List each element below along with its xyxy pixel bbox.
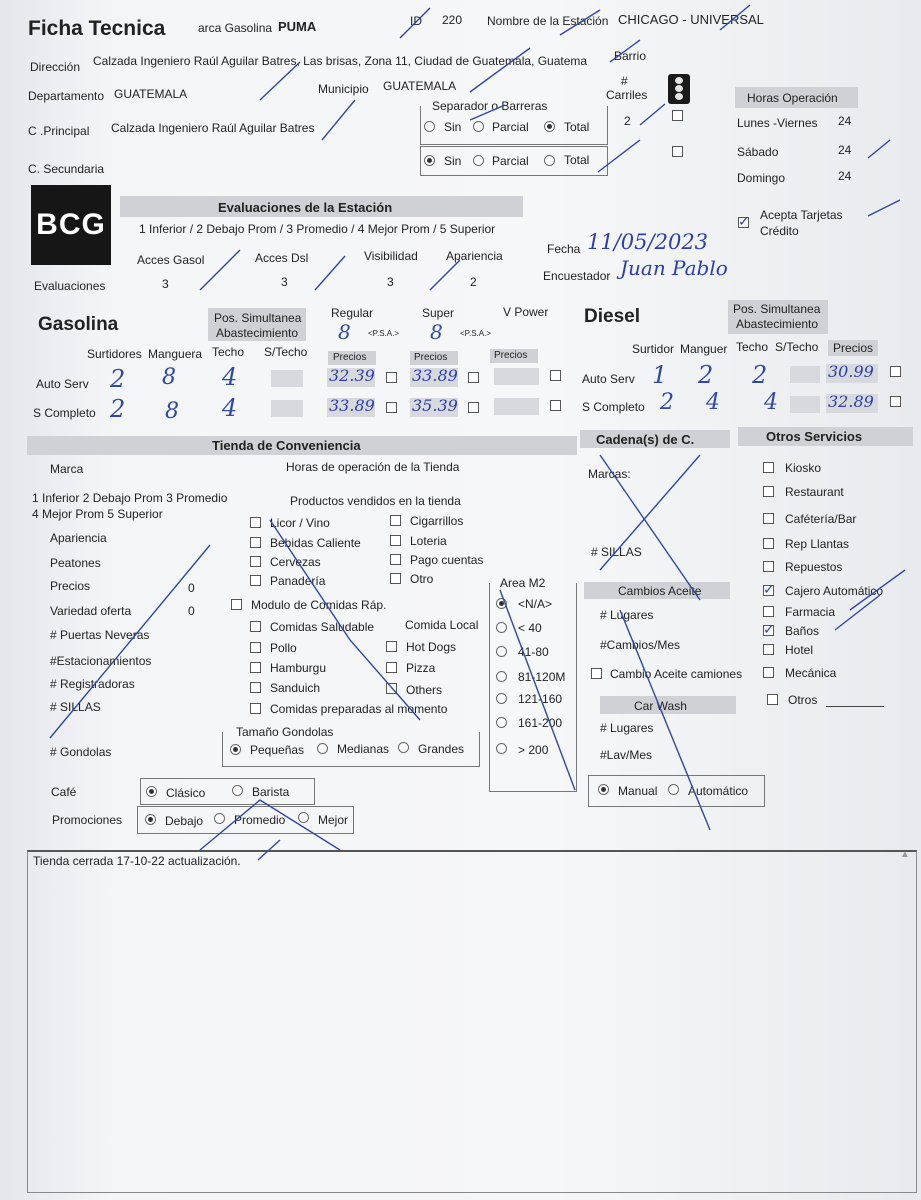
otros-otros-checkbox[interactable]: [767, 694, 778, 705]
prod-loteria-label: Loteria: [410, 534, 447, 548]
prod-bebidas-label: Bebidas Caliente: [270, 536, 361, 550]
horas-day-2: Sábado: [737, 145, 779, 159]
otros-repuestos-checkbox[interactable]: [763, 561, 774, 572]
gas-col-manguera: Manguera: [148, 347, 203, 361]
gasolina-title: Gasolina: [38, 314, 119, 335]
sep2-total-label: Total: [564, 153, 590, 167]
gas-auto-surtidores[interactable]: 2: [110, 365, 126, 393]
eval-col-3-value: 3: [387, 275, 394, 289]
otros-llantas-checkbox[interactable]: [763, 538, 774, 549]
gas-auto-manguera[interactable]: 8: [162, 365, 176, 390]
otros-otros-line: [826, 706, 884, 707]
gas-auto-vpower-field[interactable]: [494, 368, 539, 385]
sep1-parcial-radio[interactable]: [473, 121, 484, 132]
gas-sc-super-price: 35.39: [412, 396, 458, 415]
departamento-value: GUATEMALA: [114, 87, 188, 101]
cafe-clasico-label: Clásico: [166, 786, 206, 800]
otros-mecanica-label: Mecánica: [785, 666, 837, 680]
direccion-value: Calzada Ingeniero Raúl Aguilar Batres, Las brisas, Zona 11, Ciudad de Guatemala, Guatema: [93, 54, 588, 68]
eval-col-3-label: Visibilidad: [364, 249, 418, 263]
gondola-grandes-radio[interactable]: [398, 742, 409, 753]
eval-col-1-value: 3: [162, 277, 169, 291]
gas-auto-super-checkbox[interactable]: [468, 372, 479, 383]
evaluaciones-title: Evaluaciones de la Estación: [218, 200, 393, 215]
barrio-label: Barrio: [614, 49, 647, 63]
comida-sanduich-checkbox[interactable]: [250, 682, 261, 693]
gas-sc-techo[interactable]: 4: [222, 394, 238, 422]
gondola-medianas-label: Medianas: [337, 742, 390, 756]
modulo-comidas-checkbox[interactable]: [231, 599, 242, 610]
otros-otros-label: Otros: [788, 693, 818, 707]
sep2-total-radio[interactable]: [544, 155, 555, 166]
tienda-row-sillas: # SILLAS: [50, 700, 101, 714]
gas-abast-label: Abastecimiento: [216, 326, 299, 340]
carwash-lav-mes: #Lav/Mes: [600, 748, 653, 762]
otros-banos-label: Baños: [785, 624, 820, 638]
dsl-col-surtidor: Surtidor: [632, 342, 675, 356]
tienda-row-gondolas: # Gondolas: [50, 745, 112, 759]
area-81-120-radio[interactable]: [496, 671, 507, 682]
bcg-logo: BCG: [31, 185, 111, 265]
direccion-label: Dirección: [30, 60, 81, 74]
otros-title: Otros Servicios: [766, 429, 863, 444]
gas-auto-stecho-field[interactable]: [271, 370, 303, 387]
otros-cafeteria-label: Cafétería/Bar: [785, 512, 857, 526]
tienda-row-variedad-value: 0: [188, 604, 195, 618]
camiones-checkbox[interactable]: [591, 668, 602, 679]
evaluaciones-scale: 1 Inferior / 2 Debajo Prom / 3 Promedio / 4 Mejor Prom / 5 Superior: [139, 222, 496, 236]
prod-panaderia-label: Panadería: [270, 574, 326, 588]
sep2-parcial-label: Parcial: [492, 154, 529, 168]
gas-sc-vpower-checkbox[interactable]: [550, 400, 561, 411]
comida-pollo-checkbox[interactable]: [250, 642, 261, 653]
carwash-auto-radio[interactable]: [668, 784, 679, 795]
dsl-sc-label: S Completo: [582, 400, 645, 414]
marca-value: PUMA: [278, 19, 317, 34]
tienda-marca-label: Marca: [50, 462, 84, 476]
regular-psa-label: <P.S.A.>: [368, 329, 399, 338]
gas-col-techo: Techo: [212, 345, 245, 359]
promo-debajo-label: Debajo: [165, 814, 204, 828]
tienda-title: Tienda de Conveniencia: [212, 438, 361, 453]
area-lt40-radio[interactable]: [496, 622, 507, 633]
cadena-marcas: Marcas:: [588, 467, 631, 481]
dsl-precios-label: Precios: [833, 341, 874, 355]
cambios-title: Cambios Aceite: [618, 584, 702, 598]
promo-promedio-radio[interactable]: [214, 813, 225, 824]
dsl-auto-surtidor[interactable]: 1: [652, 361, 668, 389]
prod-cigarrillos-checkbox[interactable]: [390, 515, 401, 526]
area-161-200-radio[interactable]: [496, 717, 507, 728]
notes-textarea[interactable]: [27, 850, 917, 1193]
gas-sc-vpower-field[interactable]: [494, 398, 539, 415]
gas-sc-regular-checkbox[interactable]: [386, 402, 397, 413]
super-psa-label: <P.S.A.>: [460, 329, 491, 338]
comida-hamburgu-label: Hamburgu: [270, 661, 327, 675]
otros-cafeteria-checkbox[interactable]: [763, 513, 774, 524]
comida-sanduich-label: Sanduich: [270, 681, 321, 695]
promo-debajo-radio[interactable]: [145, 814, 156, 825]
fecha-label: Fecha: [547, 242, 581, 256]
comida-pollo-label: Pollo: [270, 641, 297, 655]
prod-licor-label: Licor / Vino: [270, 516, 330, 530]
tarjetas-label: Acepta Tarjetas: [760, 208, 843, 222]
gas-precios-label-3: Precios: [494, 350, 528, 361]
dsl-sc-surtidor[interactable]: 2: [660, 390, 674, 415]
gas-sc-stecho-field[interactable]: [271, 400, 303, 417]
tienda-row-apariencia: Apariencia: [50, 531, 107, 545]
eval-col-2-label: Acces Dsl: [255, 251, 309, 265]
carwash-manual-label: Manual: [618, 784, 658, 798]
prod-loteria-checkbox[interactable]: [390, 535, 401, 546]
prod-licor-checkbox[interactable]: [250, 517, 261, 528]
dsl-auto-precio: 30.99: [828, 362, 874, 381]
prod-pago-checkbox[interactable]: [390, 554, 401, 565]
gas-precios-label-1: Precios: [333, 352, 367, 363]
tienda-row-peatones: Peatones: [50, 556, 101, 570]
otros-repuestos-label: Repuestos: [785, 560, 843, 574]
sep2-sin-label: Sin: [444, 154, 462, 168]
cafe-label: Café: [51, 785, 77, 799]
horas-day-1: Lunes -Viernes: [737, 116, 818, 130]
gas-auto-regular-price: 32.39: [329, 366, 375, 385]
gas-auto-regular-checkbox[interactable]: [386, 372, 397, 383]
otros-banos-checkmark-icon: ✓: [763, 621, 775, 637]
notes-text: Tienda cerrada 17-10-22 actualización.: [33, 854, 241, 868]
sep1-parcial-label: Parcial: [492, 120, 529, 134]
comida-saludable-label: Comidas Saludable: [270, 620, 375, 634]
carriles-value: 2: [624, 114, 631, 128]
gondola-pequenas-label: Pequeñas: [250, 743, 305, 757]
id-label: ID: [410, 14, 422, 28]
carriles-hash: #: [621, 74, 628, 88]
area-gt200-radio[interactable]: [496, 743, 507, 754]
prod-pago-label: Pago cuentas: [410, 553, 484, 567]
dsl-auto-manguer[interactable]: 2: [698, 361, 714, 389]
gas-auto-vpower-checkbox[interactable]: [550, 370, 561, 381]
dsl-auto-label: Auto Serv: [582, 372, 635, 386]
cadena-title: Cadena(s) de C.: [596, 432, 695, 447]
comida-hotdogs-checkbox[interactable]: [386, 641, 397, 652]
otros-kiosko-checkbox[interactable]: [763, 462, 774, 473]
comida-others-checkbox[interactable]: [386, 683, 397, 694]
area-box: [489, 583, 577, 792]
area-41-80-radio[interactable]: [496, 646, 507, 657]
comida-pizza-checkbox[interactable]: [386, 662, 397, 673]
gas-sc-label: S Completo: [33, 406, 96, 420]
comida-pizza-label: Pizza: [406, 661, 436, 675]
prod-panaderia-checkbox[interactable]: [250, 575, 261, 586]
form-title: Ficha Tecnica: [28, 17, 166, 40]
dsl-auto-techo[interactable]: 2: [752, 361, 768, 389]
encuestador-value: Juan Pablo: [620, 256, 728, 280]
gas-auto-label: Auto Serv: [36, 377, 89, 391]
tienda-row-estacionamientos: #Estacionamientos: [50, 654, 152, 668]
gondola-grandes-label: Grandes: [418, 742, 465, 756]
cadena-sillas: # SILLAS: [591, 545, 642, 559]
gas-sc-super-checkbox[interactable]: [468, 402, 479, 413]
area-gt200-label: > 200: [518, 743, 549, 757]
dsl-auto-stecho-field[interactable]: [790, 366, 820, 383]
otros-llantas-label: Rep Llantas: [785, 537, 850, 551]
horas-value-3: 24: [838, 169, 852, 183]
camiones-label: Cambio Aceite camiones: [610, 667, 743, 681]
horas-title: Horas Operación: [747, 91, 838, 105]
tienda-row-neveras: # Puertas Neveras: [50, 628, 150, 642]
cambios-lugares: # Lugares: [600, 608, 654, 622]
eval-col-4-value: 2: [470, 275, 477, 289]
gas-col-stecho: S/Techo: [264, 345, 308, 359]
otros-mecanica-checkbox[interactable]: [763, 667, 774, 678]
tienda-row-variedad: Variedad oferta: [50, 604, 132, 618]
sep1-sin-radio[interactable]: [424, 121, 435, 132]
gas-precios-label-2: Precios: [414, 352, 448, 363]
super-label: Super: [422, 306, 455, 320]
prod-cervezas-checkbox[interactable]: [250, 556, 261, 567]
comida-preparadas-checkbox[interactable]: [250, 703, 261, 714]
promo-promedio-label: Promedio: [234, 813, 286, 827]
comida-hotdogs-label: Hot Dogs: [406, 640, 457, 654]
comida-saludable-checkbox[interactable]: [250, 621, 261, 632]
horas-value-2: 24: [838, 143, 852, 157]
municipio-value: GUATEMALA: [383, 79, 457, 93]
tienda-row-registradoras: # Registradoras: [50, 677, 135, 691]
sep1-total-radio[interactable]: [544, 121, 555, 132]
horas-day-3: Domingo: [737, 171, 786, 185]
vpower-label: V Power: [503, 305, 549, 319]
fecha-value: 11/05/2023: [587, 230, 709, 254]
otros-hotel-checkbox[interactable]: [763, 644, 774, 655]
credito-label: Crédito: [760, 224, 799, 238]
sep2-parcial-radio[interactable]: [473, 155, 484, 166]
carwash-manual-radio[interactable]: [598, 784, 609, 795]
cprincipal-label: C .Principal: [28, 124, 90, 138]
encuestador-label: Encuestador: [543, 269, 611, 283]
dsl-abast-label: Abastecimiento: [736, 317, 819, 331]
cafe-barista-radio[interactable]: [232, 785, 243, 796]
municipio-label: Municipio: [318, 82, 369, 96]
dsl-sc-stecho-field[interactable]: [790, 396, 820, 413]
otros-hotel-label: Hotel: [785, 643, 814, 657]
gondolas-title: Tamaño Gondolas: [236, 725, 334, 739]
gas-auto-super-price: 33.89: [412, 366, 458, 385]
dsl-col-manguer: Manguer: [680, 342, 728, 356]
sep1-sin-label: Sin: [444, 120, 462, 134]
gas-sc-manguera[interactable]: 8: [165, 399, 179, 424]
comida-others-label: Others: [406, 683, 443, 697]
dsl-pos-sim-label: Pos. Simultanea: [733, 302, 821, 316]
area-81-120-label: 81-120M: [518, 670, 566, 684]
eval-col-1-label: Acces Gasol: [137, 253, 205, 267]
otros-restaurant-label: Restaurant: [785, 485, 844, 499]
comida-hamburgu-checkbox[interactable]: [250, 662, 261, 673]
super-psa-value: 8: [430, 320, 443, 344]
area-na-radio[interactable]: [496, 598, 507, 609]
carwash-lugares: # Lugares: [600, 721, 654, 735]
gas-pos-sim-label: Pos. Simultanea: [214, 311, 302, 325]
dsl-col-stecho: S/Techo: [775, 340, 819, 354]
prod-cigarrillos-label: Cigarrillos: [410, 514, 464, 528]
gas-sc-surtidores[interactable]: 2: [110, 395, 126, 423]
area-na-label: <N/A>: [518, 597, 553, 611]
productos-label: Productos vendidos en la tienda: [290, 494, 461, 508]
dsl-sc-precio: 32.89: [828, 392, 874, 411]
diesel-title: Diesel: [584, 306, 640, 327]
cafe-clasico-radio[interactable]: [146, 786, 157, 797]
gas-col-surtidores: Surtidores: [87, 347, 142, 361]
modulo-comidas-label: Modulo de Comidas Ráp.: [251, 598, 387, 612]
departamento-label: Departamento: [28, 89, 105, 103]
sep2-sin-radio[interactable]: [424, 155, 435, 166]
sep1-total-label: Total: [564, 120, 590, 134]
prod-otro-checkbox[interactable]: [390, 573, 401, 584]
tarjetas-checkmark-icon: ✓: [738, 213, 750, 229]
tienda-row-precios: Precios: [50, 579, 91, 593]
carwash-auto-label: Automático: [688, 784, 749, 798]
otros-farmacia-label: Farmacia: [785, 605, 836, 619]
traffic-light-icon: [668, 74, 690, 104]
cambios-mes: #Cambios/Mes: [600, 638, 681, 652]
area-161-200-label: 161-200: [518, 716, 563, 730]
regular-label: Regular: [331, 306, 374, 320]
separador-title: Separador o Barreras: [432, 99, 548, 113]
eval-col-4-label: Apariencia: [446, 249, 503, 263]
scroll-up-icon[interactable]: ▲: [900, 849, 910, 860]
gondola-medianas-radio[interactable]: [317, 743, 328, 754]
id-value: 220: [442, 13, 463, 27]
cafe-barista-label: Barista: [252, 785, 290, 799]
area-lt40-label: < 40: [518, 621, 542, 635]
prod-otro-label: Otro: [410, 572, 434, 586]
comida-preparadas-label: Comidas preparadas al momento: [270, 702, 448, 716]
dsl-col-techo: Techo: [736, 340, 769, 354]
carriles-checkbox-2[interactable]: [672, 146, 683, 157]
otros-cajero-checkmark-icon: ✓: [763, 581, 775, 597]
dsl-auto-checkbox[interactable]: [890, 366, 901, 377]
otros-farmacia-checkbox[interactable]: [763, 606, 774, 617]
dsl-sc-manguer[interactable]: 4: [706, 390, 720, 415]
prod-bebidas-checkbox[interactable]: [250, 537, 261, 548]
otros-cajero-label: Cajero Automático: [785, 584, 884, 598]
carriles-checkbox-1[interactable]: [672, 110, 683, 121]
marca-label: arca Gasolina: [198, 21, 273, 35]
tienda-scale-2: 4 Mejor Prom 5 Superior: [32, 507, 163, 521]
otros-kiosko-label: Kiosko: [785, 461, 822, 475]
estacion-label: Nombre de la Estación: [487, 14, 609, 28]
tienda-horas-label: Horas de operación de la Tienda: [286, 460, 460, 474]
carriles-label: Carriles: [606, 88, 648, 102]
dsl-sc-checkbox[interactable]: [890, 396, 901, 407]
promo-mejor-radio[interactable]: [298, 812, 309, 823]
estacion-value: CHICAGO - UNIVERSAL: [618, 12, 764, 27]
promo-label: Promociones: [52, 813, 123, 827]
eval-col-2-value: 3: [281, 275, 288, 289]
otros-restaurant-checkbox[interactable]: [763, 486, 774, 497]
tienda-scale-1: 1 Inferior 2 Debajo Prom 3 Promedio: [32, 491, 228, 505]
area-121-160-radio[interactable]: [496, 693, 507, 704]
horas-value-1: 24: [838, 114, 852, 128]
regular-psa-value: 8: [338, 320, 351, 344]
gondola-pequenas-radio[interactable]: [230, 744, 241, 755]
cprincipal-value: Calzada Ingeniero Raúl Aguilar Batres: [111, 121, 315, 135]
tienda-row-precios-value: 0: [188, 581, 195, 595]
area-title: Area M2: [500, 576, 546, 590]
gas-auto-techo[interactable]: 4: [222, 363, 238, 391]
gas-sc-regular-price: 33.89: [329, 396, 375, 415]
dsl-sc-techo[interactable]: 4: [764, 390, 778, 415]
comida-local-label: Comida Local: [405, 618, 479, 632]
area-41-80-label: 41-80: [518, 645, 549, 659]
prod-cervezas-label: Cervezas: [270, 555, 321, 569]
evaluaciones-label: Evaluaciones: [34, 279, 106, 293]
area-121-160-label: 121-160: [518, 692, 563, 706]
promo-mejor-label: Mejor: [318, 813, 349, 827]
carwash-title: Car Wash: [634, 699, 687, 713]
csecundaria-label: C. Secundaria: [28, 162, 105, 176]
